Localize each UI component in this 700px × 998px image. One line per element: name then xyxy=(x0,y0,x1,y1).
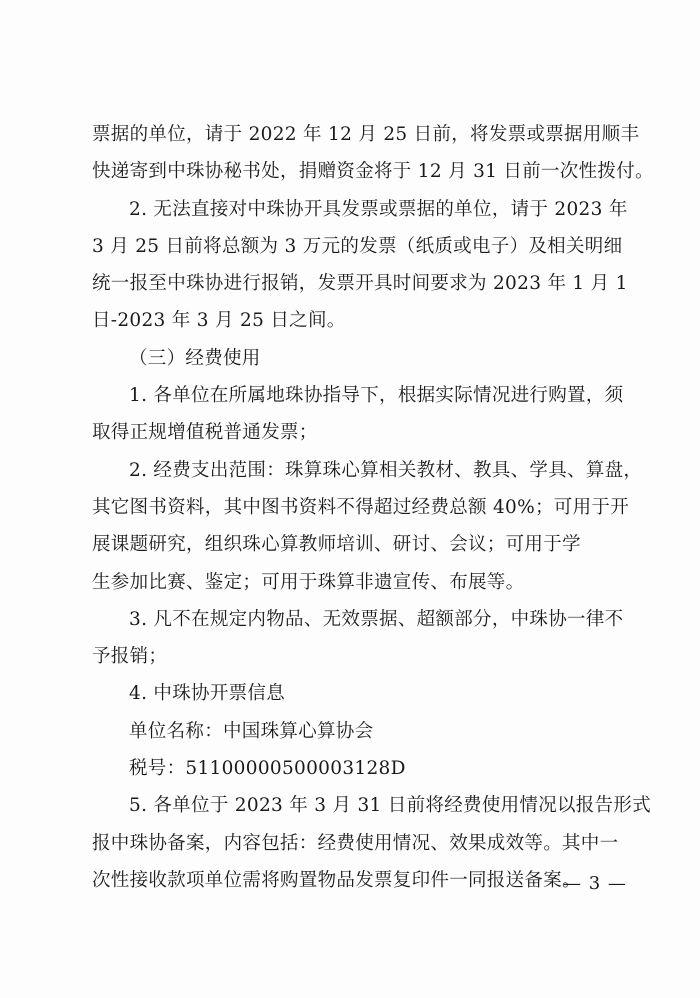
paragraph-item-5: 5. 各单位于 2023 年 3 月 31 日前将经费使用情况以报告形式 xyxy=(129,795,652,817)
text-line: 报中珠协备案，内容包括：经费使用情况、效果成效等。其中一 xyxy=(92,832,619,854)
section-heading: （三）经费使用 xyxy=(129,347,261,369)
paragraph-item-2: 2. 无法直接对中珠协开具发票或票据的单位，请于 2023 年 xyxy=(129,198,628,220)
text-line: 生参加比赛、鉴定；可用于珠算非遗宣传、布展等。 xyxy=(92,571,525,593)
page-number: — 3 — xyxy=(563,873,627,894)
text-line: 统一报至中珠协进行报销，发票开具时间要求为 2023 年 1 月 1 xyxy=(92,273,628,295)
text-line: 其它图书资料，其中图书资料不得超过经费总额 40%；可用于开 xyxy=(92,496,630,518)
paragraph-item-2-expenses: 2. 经费支出范围：珠算珠心算相关教材、教具、学具、算盘， xyxy=(129,459,643,481)
document-body xyxy=(92,116,654,899)
text-line: 次性接收款项单位需将购置物品发票复印件一同报送备案。 xyxy=(92,869,581,891)
text-line: 展课题研究，组织珠心算教师培训、研讨、会议；可用于学 xyxy=(92,534,581,556)
tax-number: 税号：51100000500003128D xyxy=(129,758,406,780)
text-line: 票据的单位，请于 2022 年 12 月 25 日前，将发票或票据用顺丰 xyxy=(92,124,640,145)
text-line: 取得正规增值税普通发票； xyxy=(92,422,318,444)
text-line: 快递寄到中珠协秘书处，捐赠资金将于 12 月 31 日前一次性拨付。 xyxy=(92,161,654,183)
text-line: 予报销； xyxy=(92,646,168,668)
text-line: 日-2023 年 3 月 25 日之间。 xyxy=(92,310,346,332)
organization-name: 单位名称：中国珠算心算协会 xyxy=(129,720,374,742)
paragraph-item-1: 1. 各单位在所属地珠协指导下，根据实际情况进行购置，须 xyxy=(129,385,624,407)
paragraph-item-4: 4. 中珠协开票信息 xyxy=(129,683,286,705)
text-line: 3 月 25 日前将总额为 3 万元的发票（纸质或电子）及相关明细 xyxy=(92,235,623,257)
paragraph-item-3: 3. 凡不在规定内物品、无效票据、超额部分，中珠协一律不 xyxy=(129,608,624,630)
